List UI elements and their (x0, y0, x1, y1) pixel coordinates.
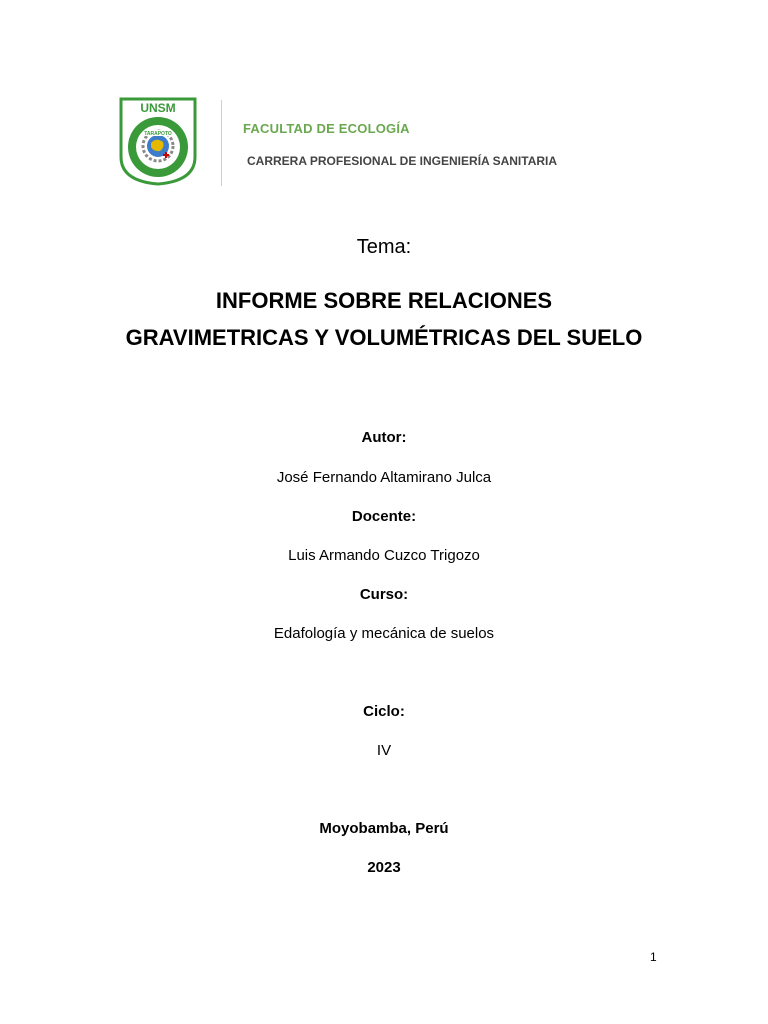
logo-top-text: UNSM (140, 101, 176, 115)
year: 2023 (367, 859, 401, 876)
course-label: Curso: (359, 586, 409, 603)
teacher-name: Luis Armando Cuzco Trigozo (288, 547, 480, 564)
topic-label: Tema: (356, 236, 412, 258)
course-name: Edafología y mecánica de suelos (273, 625, 495, 642)
author-name: José Fernando Altamirano Julca (276, 469, 492, 486)
cycle-label: Ciclo: (363, 703, 405, 720)
place: Moyobamba, Perú (319, 820, 449, 837)
header-divider (221, 100, 222, 186)
cycle-value: IV (376, 742, 392, 759)
university-seal-icon (118, 97, 198, 186)
logo-city-text: TARAPOTO (144, 131, 172, 137)
faculty-name: FACULTAD DE ECOLOGÍA (243, 121, 410, 136)
page-number: 1 (650, 950, 657, 964)
report-title: INFORME SOBRE RELACIONES GRAVIMETRICAS Y VOLUMÉTRICAS DEL SUELO (125, 288, 643, 350)
teacher-label: Docente: (351, 508, 417, 525)
career-name: CARRERA PROFESIONAL DE INGENIERÍA SANITARIA (247, 154, 558, 168)
university-logo (118, 97, 198, 186)
author-label: Autor: (361, 429, 407, 446)
